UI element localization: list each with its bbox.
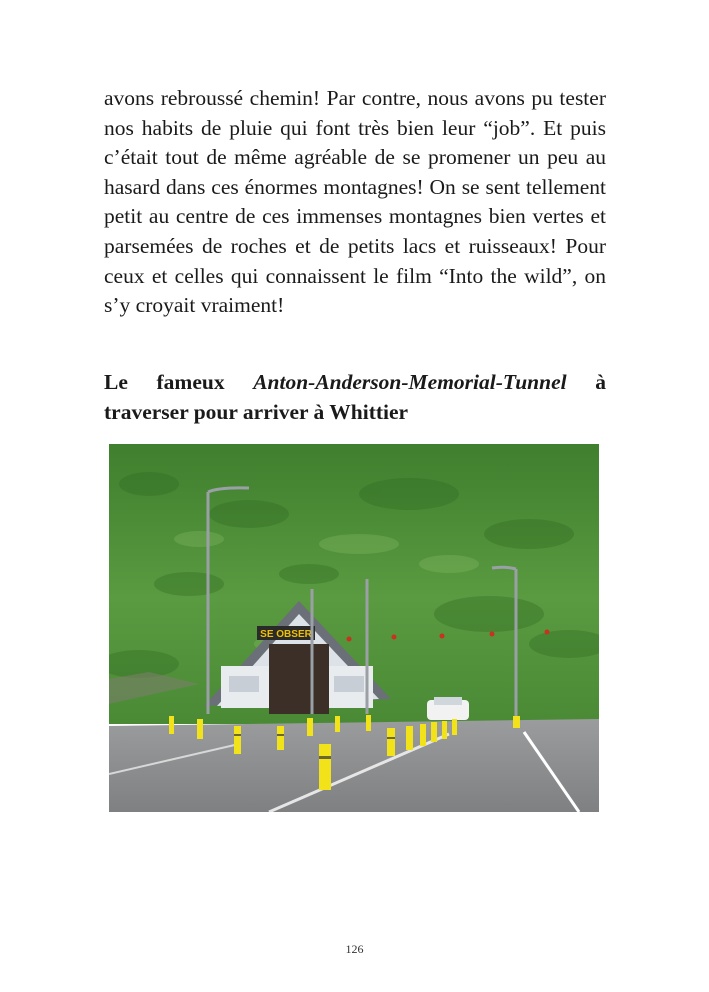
page-number: 126	[345, 942, 364, 956]
caption-prefix: Le fameux	[104, 370, 254, 394]
tunnel-sign-text: SE OBSER	[260, 629, 312, 640]
caption-suffix: à traverser pour arriver à Whittier	[104, 370, 606, 424]
tunnel-photo	[109, 444, 599, 812]
photo-caption	[104, 367, 606, 427]
caption-tunnel-name: Anton-Anderson-Memorial-Tunnel	[253, 370, 567, 394]
body-paragraph: avons rebroussé chemin! Par contre, nous avons pu tester nos habits de pluie qui font très bien leur “job”. Et puis c’était tout de même agréable de se promener un peu au hasard dans ces énormes montagnes! On se sent tellement petit au centre de ces immenses montagnes bien vertes et parsemées de roches et de petits lacs et ruisseaux! Pour ceux et celles qui connaissent le film “Into the wild”, on s’y croyait vraiment!	[104, 86, 606, 318]
